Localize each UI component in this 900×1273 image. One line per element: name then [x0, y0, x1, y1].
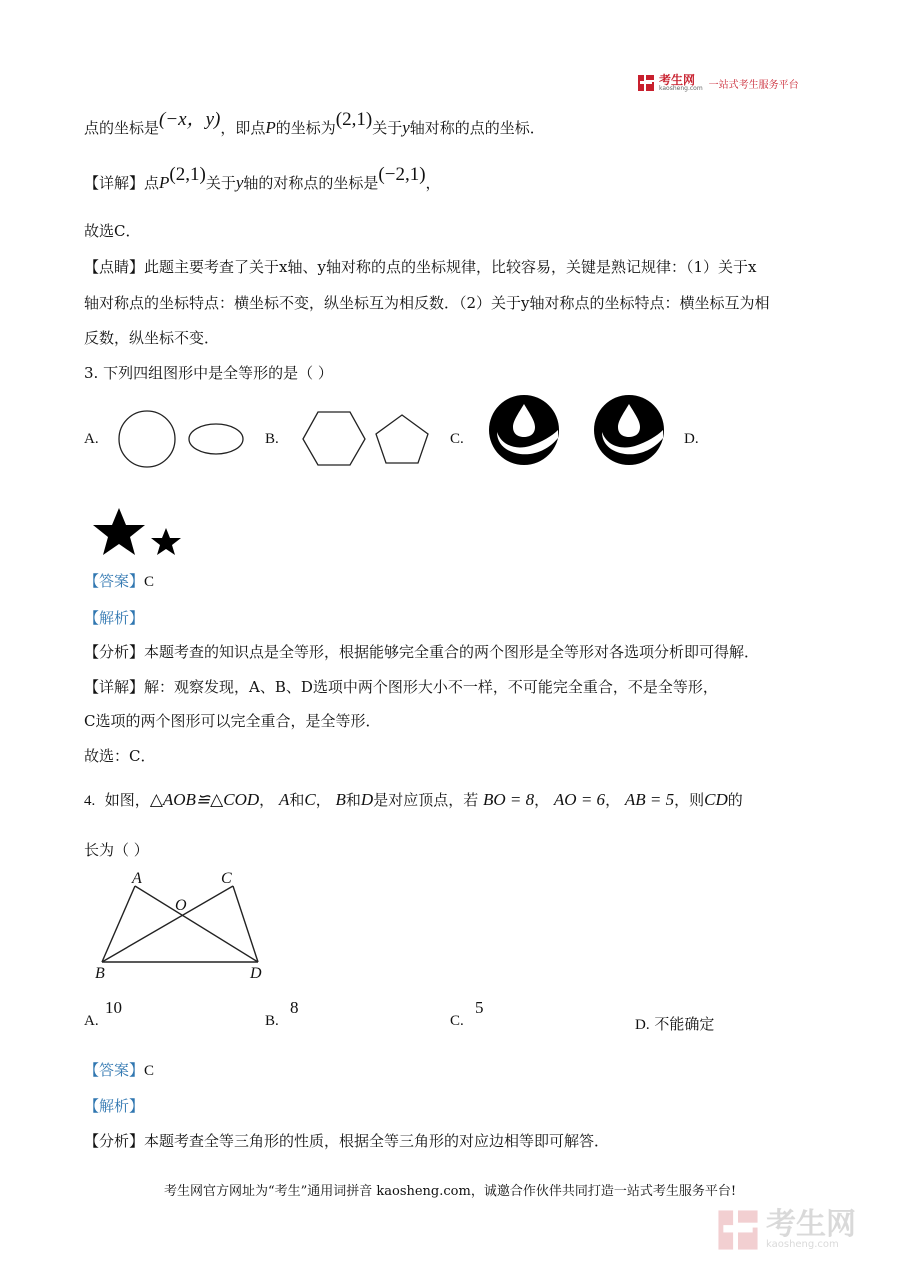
watermark-logo: [716, 1208, 856, 1252]
header-logo: [637, 74, 799, 92]
drop-in-circle-shape-2: [594, 395, 664, 465]
watermark-sub: kaosheng.com: [766, 1239, 839, 1250]
prev-line1: 点的坐标是(−x，y)，即点P的坐标为(2,1)关于y轴对称的点的坐标．: [84, 109, 545, 137]
q3-option-d-figure: [90, 506, 186, 560]
logo-brand: 考生网: [659, 73, 696, 87]
vertex-d-label: D: [250, 965, 262, 982]
pentagon-shape: [376, 415, 428, 463]
segment-cb: [102, 886, 233, 962]
q3-detail-line1: 【详解】解：观察发现，A、B、D选项中两个图形大小不一样，不可能完全重合，不是全等形，: [84, 678, 718, 696]
vertex-a-label: A: [132, 870, 142, 887]
q3-option-c-label: C.: [450, 431, 464, 447]
q4-option-a-value: 10: [105, 998, 122, 1017]
q4-answer: 【答案】C: [84, 1061, 155, 1079]
segment-ad: [135, 886, 258, 962]
q4-stem-line2: 长为（ ）: [84, 841, 149, 859]
logo-sub: kaosheng.com: [659, 85, 703, 92]
small-star-shape: [151, 528, 181, 555]
prev-choice: 故选C．: [84, 222, 141, 240]
page-footer: 考生网官方网址为“考生”通用词拼音 kaosheng.com，诚邀合作伙伴共同打造一站式考生服务平台!: [163, 1184, 737, 1199]
q3-stem: 3. 下列四组图形中是全等形的是（ ）: [84, 364, 333, 382]
watermark-brand: 考生网: [766, 1207, 856, 1242]
q4-option-b-label: B.: [265, 1013, 279, 1029]
q4-option-c-value: 5: [475, 998, 484, 1017]
q4-triangle-figure: [90, 866, 280, 986]
q3-option-b-label: B.: [265, 431, 279, 447]
segment-ab: [102, 886, 135, 962]
kaosheng-watermark-icon: [716, 1208, 760, 1252]
q3-option-c-figure: [488, 394, 672, 468]
q4-option-a-label: A.: [84, 1013, 99, 1029]
kaosheng-logo-icon: [637, 74, 655, 92]
segment-cd: [233, 886, 258, 962]
q3-option-a-label: A.: [84, 431, 99, 447]
q3-choice: 故选：C．: [84, 747, 156, 765]
vertex-b-label: B: [95, 965, 105, 982]
prev-comment-line2: 轴对称点的坐标特点：横坐标不变，纵坐标互为相反数．（2）关于y轴对称点的坐标特点：横坐标互为相: [84, 294, 770, 312]
prev-comment-line1: 【点睛】此题主要考查了关于x轴、y轴对称的点的坐标规律，比较容易，关键是熟记规律：（1）关于x: [84, 258, 757, 276]
q4-analysis-tag: 【解析】: [84, 1097, 145, 1115]
hexagon-shape: [303, 412, 365, 465]
q3-analysis-tag: 【解析】: [84, 609, 145, 627]
q4-option-b-value: 8: [290, 998, 299, 1017]
q3-option-d-label: D.: [684, 431, 699, 447]
vertex-c-label: C: [221, 870, 232, 887]
prev-detail: 【详解】点P(2,1)关于y轴的对称点的坐标是(−2,1)，: [84, 164, 441, 192]
drop-in-circle-shape-1: [489, 395, 559, 465]
q4-stem-line1: 4. 如图，△AOB≌△COD， A和C， B和D是对应顶点，若 BO = 8， AO = 6， AB = 5，则CD的: [84, 790, 743, 809]
q4-option-d: D. 不能确定: [635, 1015, 715, 1033]
q4-fenxi: 【分析】本题考查全等三角形的性质，根据全等三角形的对应边相等即可解答．: [84, 1132, 610, 1150]
large-star-shape: [93, 508, 145, 555]
circle-shape: [119, 411, 175, 467]
logo-slogan: 一站式考生服务平台: [708, 79, 799, 91]
q4-option-c-label: C.: [450, 1013, 464, 1029]
ellipse-shape: [189, 424, 243, 454]
q3-answer: 【答案】C: [84, 572, 155, 590]
vertex-o-label: O: [175, 897, 187, 914]
prev-comment-line3: 反数，纵坐标不变．: [84, 329, 220, 347]
q3-option-b-figure: [298, 408, 438, 472]
q3-fenxi: 【分析】本题考查的知识点是全等形，根据能够完全重合的两个图形是全等形对各选项分析即可得解．: [84, 643, 760, 661]
q3-detail-line2: C选项的两个图形可以完全重合，是全等形．: [84, 712, 381, 730]
q3-option-a-figure: [112, 408, 252, 472]
